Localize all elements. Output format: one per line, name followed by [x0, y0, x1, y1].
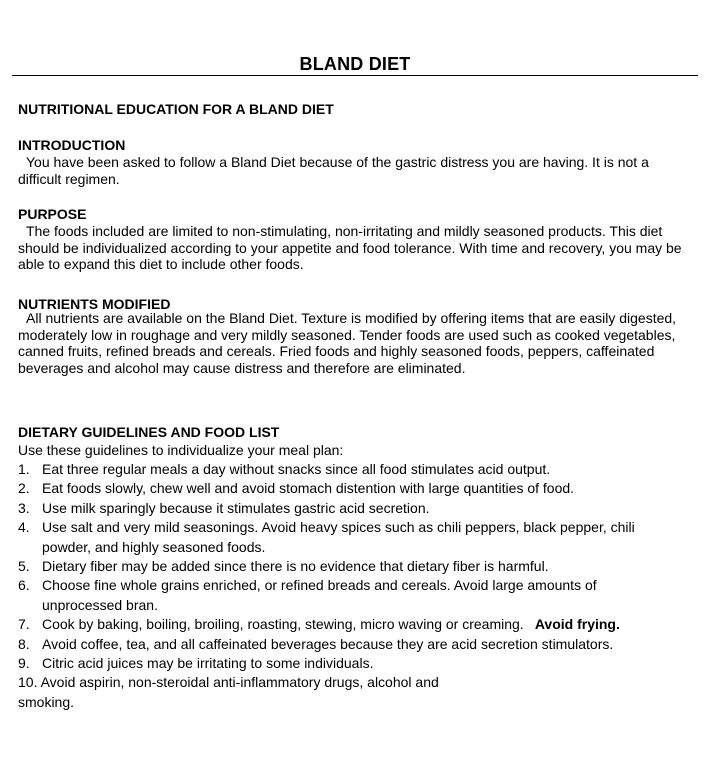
- guidelines-heading: DIETARY GUIDELINES AND FOOD LIST: [18, 424, 280, 440]
- list-item: [18, 479, 648, 498]
- list-item-text: Avoid aspirin, non-steroidal anti-inflammatory drugs, alcohol and: [40, 674, 439, 691]
- introduction-text: You have been asked to follow a Bland Diet because of the gastric distress you are having. It is not a difficult regimen.: [18, 154, 649, 187]
- list-item-number: 9.: [18, 655, 30, 672]
- list-item-text: Eat foods slowly, chew well and avoid stomach distention with large quantities of food.: [42, 480, 575, 497]
- introduction-heading: INTRODUCTION: [18, 137, 126, 153]
- list-item-number: 8.: [18, 635, 30, 652]
- nutrients-heading: NUTRIENTS MODIFIED: [18, 296, 171, 312]
- list-item-text: Choose fine whole grains enriched, or refined breads and cereals. Avoid large amounts of unprocessed bran.: [42, 577, 597, 613]
- nutrients-text: All nutrients are available on the Bland Diet. Texture is modified by offering items that are easily digested, moderately low in roughage and very mildly seasoned. Tender foods are used such as cooked vegetables, canned fruits, refined breads and cereals. Fried foods and highly seasoned foods, peppers, caffeinated beverages and alcohol may cause distress and therefore are eliminated.: [18, 310, 677, 376]
- introduction-section: [18, 137, 704, 187]
- subtitle: NUTRITIONAL EDUCATION FOR A BLAND DIET: [18, 101, 334, 117]
- title-divider: [12, 75, 698, 76]
- list-item: [18, 673, 648, 712]
- list-item: [18, 557, 648, 576]
- list-item-text: Cook by baking, boiling, broiling, roasting, stewing, micro waving or creaming.: [42, 616, 524, 633]
- list-item-number: 1.: [18, 461, 30, 477]
- purpose-text: The foods included are limited to non-stimulating, non-irritating and mildly seasoned products. This diet should be individualized according to your appetite and food tolerance. With time and recovery, you may be able to expand this diet to include other foods.: [18, 223, 682, 272]
- list-item: [18, 615, 648, 634]
- list-item: [18, 654, 648, 673]
- list-item-number: 6.: [18, 577, 30, 594]
- purpose-heading: PURPOSE: [18, 206, 87, 222]
- list-item-number: 4.: [18, 519, 30, 536]
- list-item-text: Avoid coffee, tea, and all caffeinated beverages because they are acid secretion stimulators.: [42, 635, 614, 652]
- list-item-text-continued: smoking.: [18, 693, 75, 710]
- list-item: [18, 460, 648, 479]
- list-item-number: 3.: [18, 499, 30, 516]
- guidelines-intro: Use these guidelines to individualize your meal plan:: [18, 442, 344, 458]
- list-item-text: Dietary fiber may be added since there is no evidence that dietary fiber is harmful.: [42, 558, 549, 575]
- document-title: BLAND DIET: [299, 54, 411, 74]
- list-item-text: Use milk sparingly because it stimulates gastric acid secretion.: [42, 499, 430, 516]
- list-item-text: Use salt and very mild seasonings. Avoid heavy spices such as chili peppers, black pepper, chili powder, and highly seasoned foods.: [42, 519, 635, 555]
- list-item-number: 2.: [18, 480, 30, 497]
- list-item-text: Citric acid juices may be irritating to some individuals.: [42, 655, 374, 672]
- guidelines-list: [18, 460, 648, 712]
- list-item: [18, 518, 648, 557]
- list-item: [18, 576, 648, 615]
- guidelines-section: [18, 424, 704, 712]
- list-item: [18, 499, 648, 518]
- list-item-number: 10.: [18, 674, 38, 691]
- list-item: [18, 635, 648, 654]
- nutrients-body: [18, 310, 704, 376]
- purpose-section: [18, 206, 704, 273]
- list-item-emphasis: Avoid frying.: [527, 616, 620, 633]
- list-item-number: 5.: [18, 558, 30, 575]
- list-item-number: 7.: [18, 616, 30, 633]
- list-item-text: Eat three regular meals a day without snacks since all food stimulates acid output.: [42, 461, 551, 477]
